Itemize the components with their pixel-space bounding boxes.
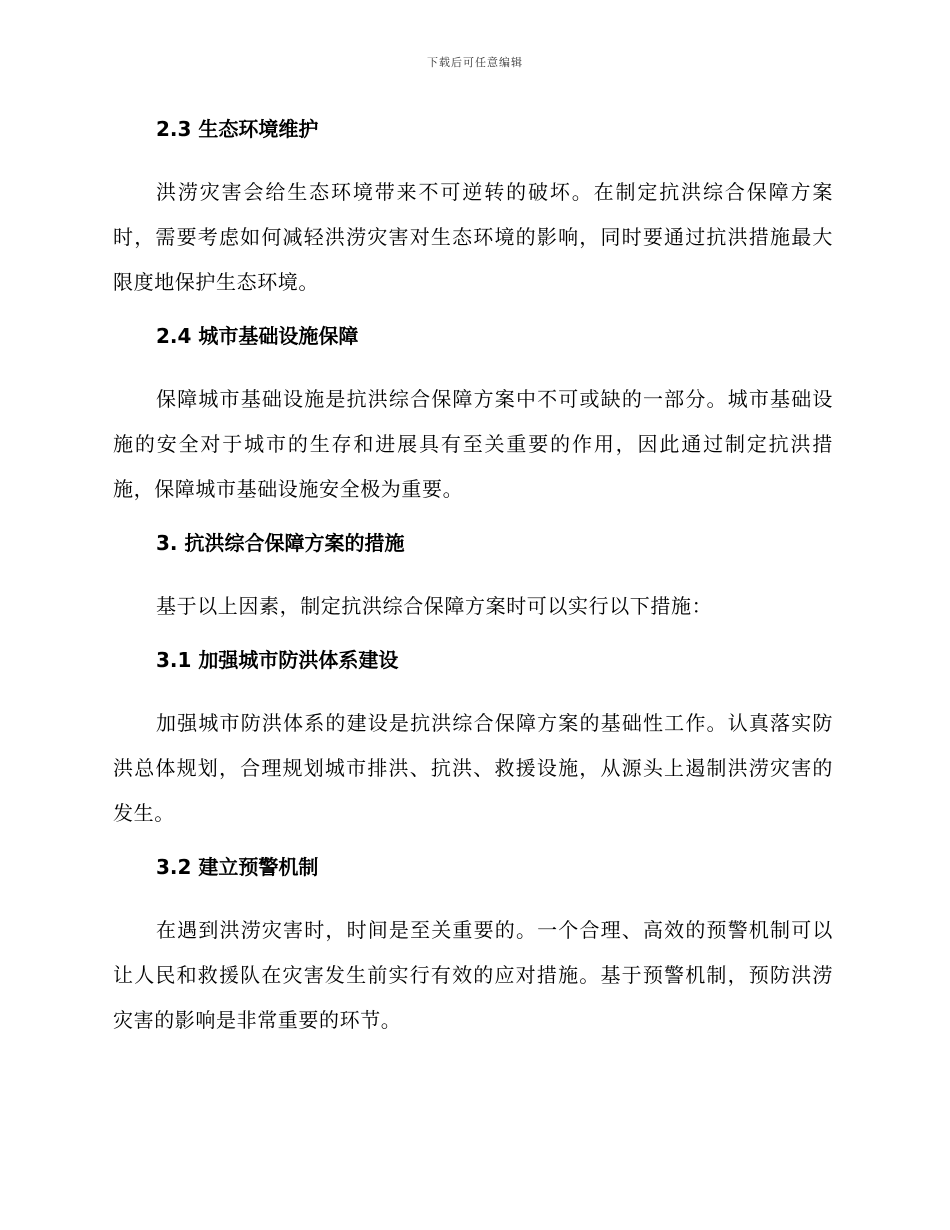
section-paragraph-3: 基于以上因素，制定抗洪综合保障方案时可以实行以下措施： (156, 594, 713, 618)
section-paragraph-3-1: 加强城市防洪体系的建设是抗洪综合保障方案的基础性工作。认真落实防洪总体规划，合理规划城市排洪、抗洪、救援设施，从源头上遏制洪涝灾害的发生。 (113, 711, 833, 825)
section-heading-3-2: 3.2 建立预警机制 (156, 855, 319, 879)
section-paragraph-3-2: 在遇到洪涝灾害时，时间是至关重要的。一个合理、高效的预警机制可以让人民和救援队在灾害发生前实行有效的应对措施。基于预警机制，预防洪涝灾害的影响是非常重要的环节。 (113, 918, 833, 1032)
section-heading-3: 3. 抗洪综合保障方案的措施 (156, 531, 405, 555)
document-body (113, 114, 833, 1043)
section-paragraph-2-3: 洪涝灾害会给生态环境带来不可逆转的破坏。在制定抗洪综合保障方案时，需要考虑如何减轻洪涝灾害对生态环境的影响，同时要通过抗洪措施最大限度地保护生态环境。 (113, 180, 833, 294)
section-heading-2-4: 2.4 城市基础设施保障 (156, 324, 359, 348)
section-heading-2-3: 2.3 生态环境维护 (156, 117, 319, 141)
page-header: 下载后可任意编辑 (427, 56, 523, 69)
section-heading-3-1: 3.1 加强城市防洪体系建设 (156, 648, 399, 672)
section-paragraph-2-4: 保障城市基础设施是抗洪综合保障方案中不可或缺的一部分。城市基础设施的安全对于城市的生存和进展具有至关重要的作用，因此通过制定抗洪措施，保障城市基础设施安全极为重要。 (113, 387, 833, 501)
